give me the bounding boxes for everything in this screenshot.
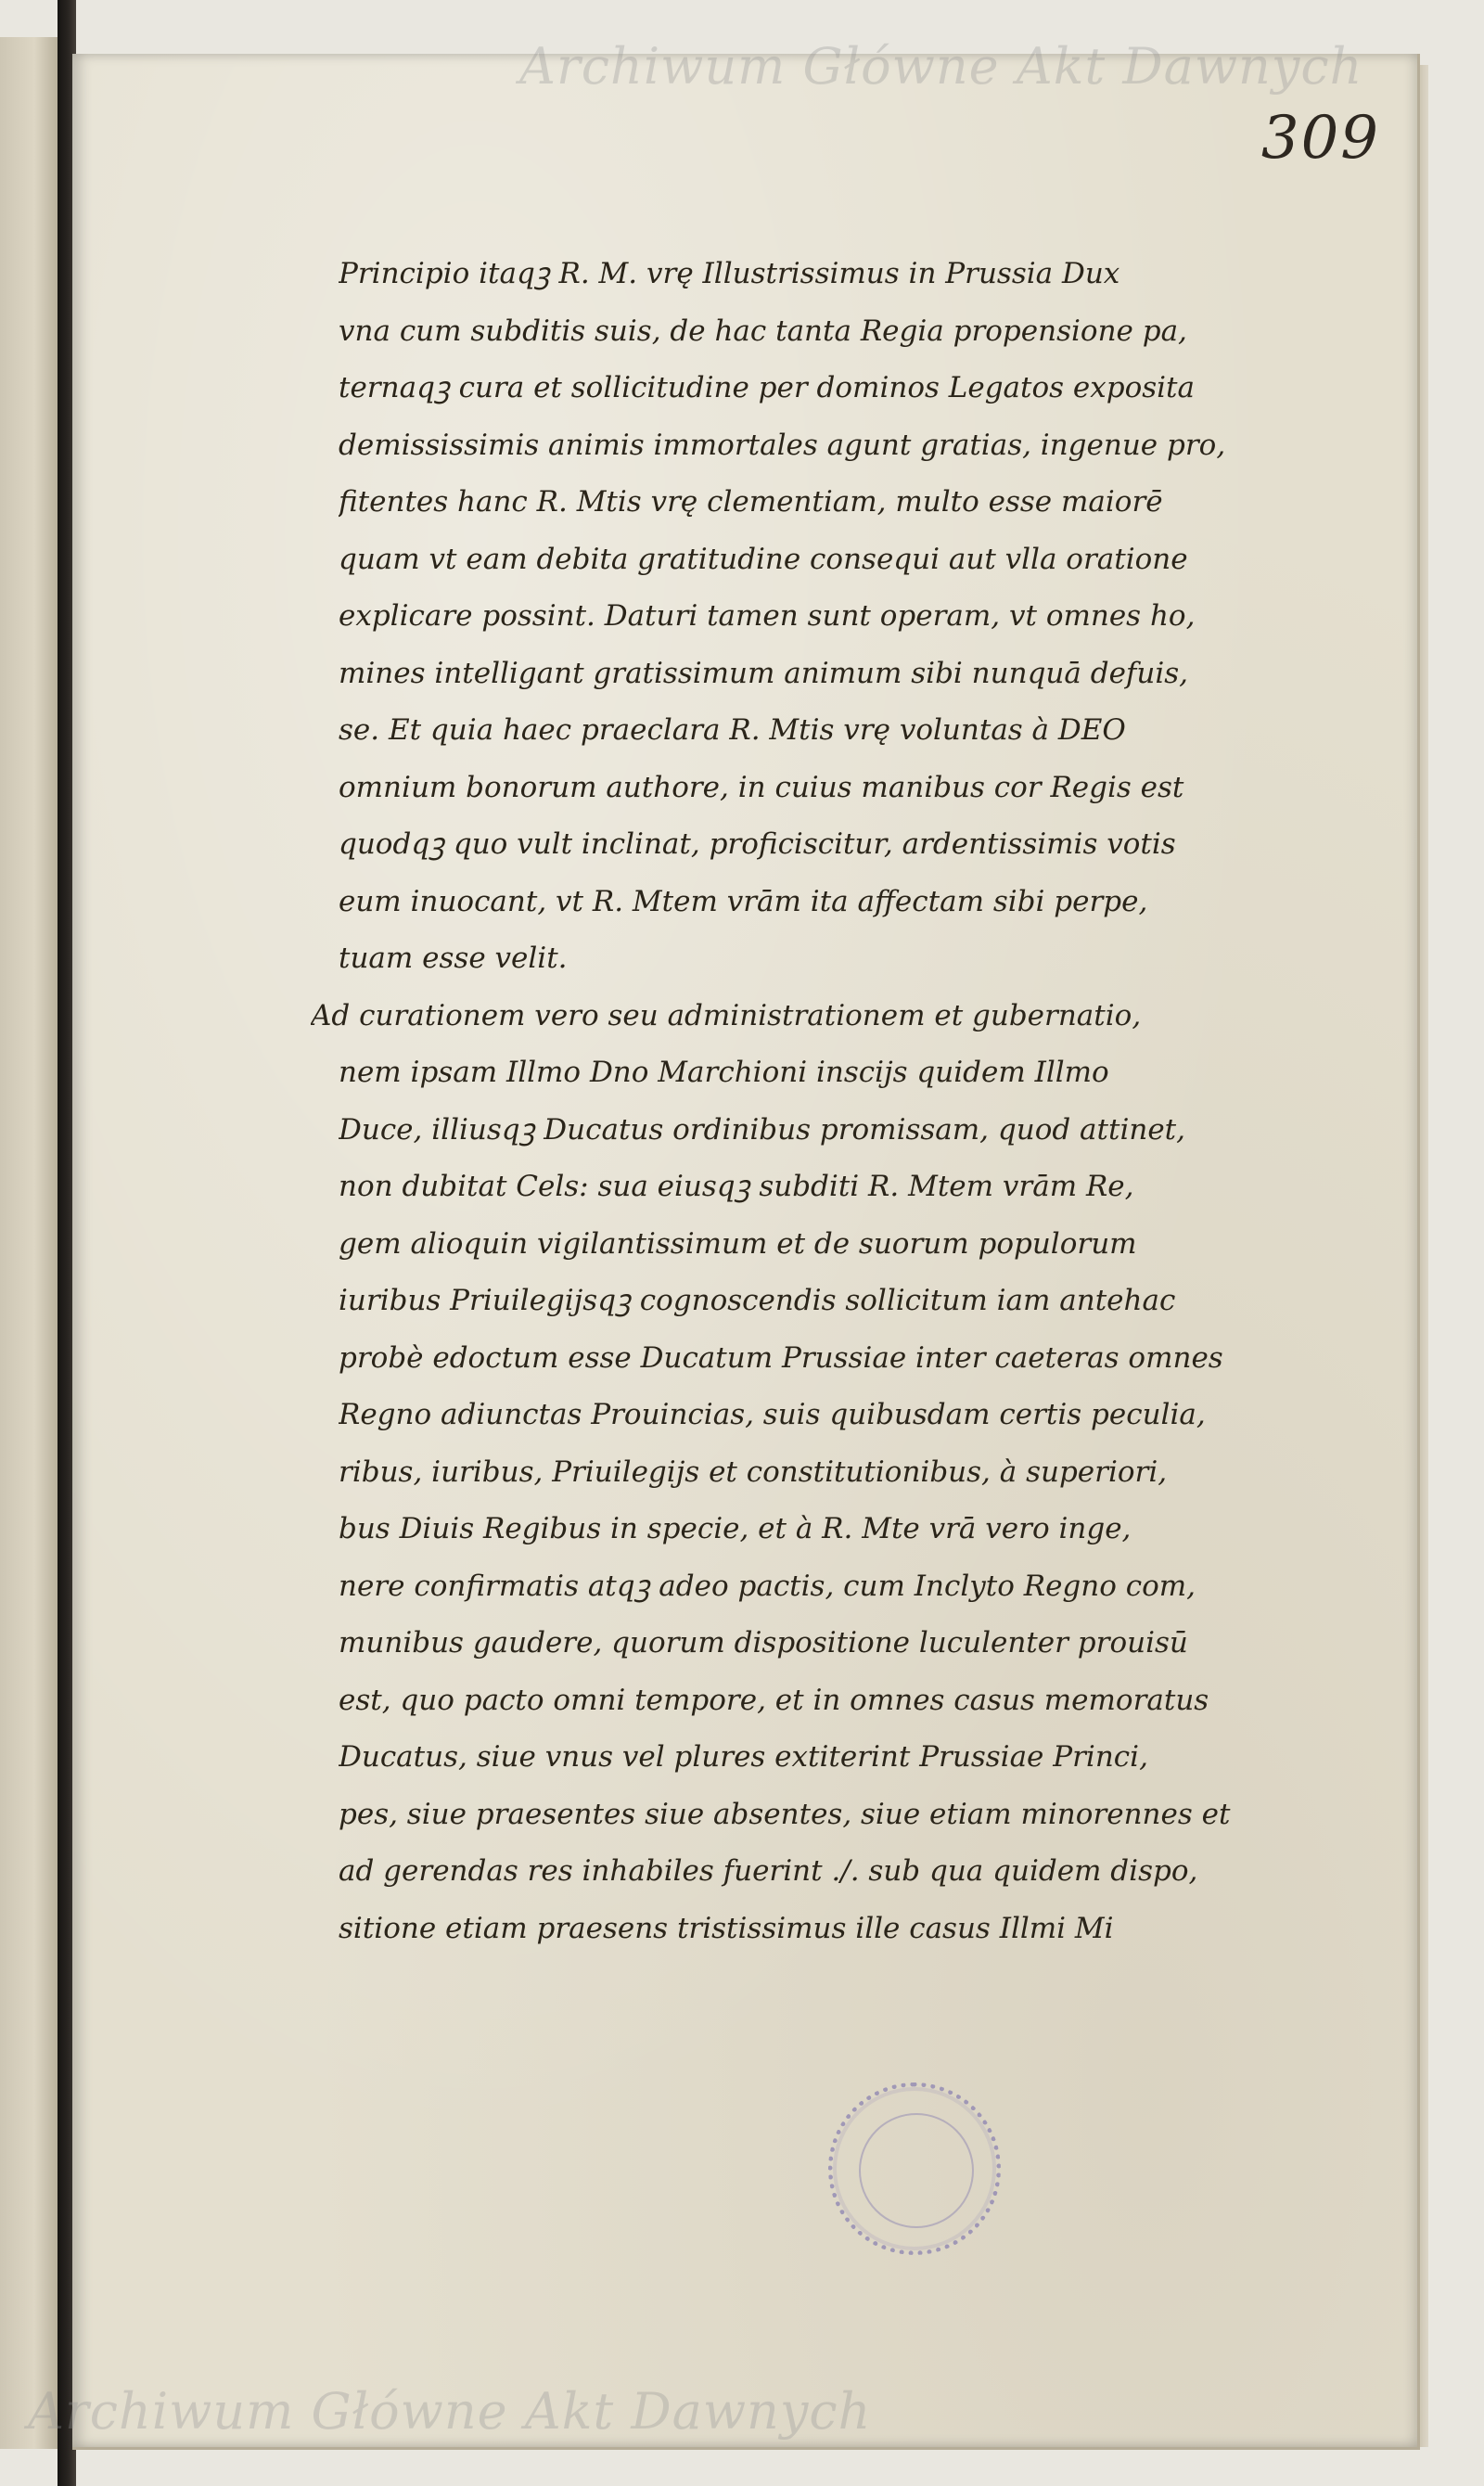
manuscript-line: vna cum subditis suis, de hac tanta Regia propensione pa, xyxy=(339,314,1187,348)
manuscript-line: Regno adiunctas Prouincias, suis quibusdam certis peculia, xyxy=(339,1398,1206,1431)
manuscript-line: tuam esse velit. xyxy=(339,942,568,975)
manuscript-line: pes, siue praesentes siue absentes, siue etiam minorennes et xyxy=(339,1797,1231,1831)
manuscript-line: gem alioquin vigilantissimum et de suorum populorum xyxy=(339,1226,1137,1261)
manuscript-line: bus Diuis Regibus in specie, et à R. Mte vrā vero inge, xyxy=(339,1512,1132,1545)
manuscript-line: nere confirmatis atqꝫ adeo pactis, cum Inclyto Regno com, xyxy=(339,1569,1196,1603)
manuscript-line: omnium bonorum authore, in cuius manibus cor Regis est xyxy=(339,770,1184,804)
manuscript-line: Ad curationem vero seu administrationem et gubernatio, xyxy=(311,998,1142,1032)
manuscript-line: ternaqꝫ cura et sollicitudine per dominos Legatos exposita xyxy=(339,371,1195,404)
manuscript-line: munibus gaudere, quorum dispositione luculenter prouisū xyxy=(339,1626,1188,1659)
manuscript-line: iuribus Priuilegijsqꝫ cognoscendis sollicitum iam antehac xyxy=(339,1284,1176,1317)
archive-stamp-inner-ring xyxy=(859,2113,974,2228)
manuscript-line: quam vt eam debita gratitudine consequi aut vlla oratione xyxy=(339,542,1188,576)
manuscript-line: Principio itaqꝫ R. M. vrę Illustrissimus in Prussia Dux xyxy=(339,257,1120,290)
manuscript-line: Ducatus, siue vnus vel plures extiterint Prussiae Princi, xyxy=(339,1740,1148,1774)
manuscript-line: non dubitat Cels: sua eiusqꝫ subditi R. Mtem vrām Re, xyxy=(339,1170,1134,1203)
manuscript-line: eum inuocant, vt R. Mtem vrām ita affectam sibi perpe, xyxy=(339,884,1148,918)
manuscript-line: est, quo pacto omni tempore, et in omnes casus memoratus xyxy=(339,1683,1209,1717)
facing-page-edge xyxy=(0,37,59,2449)
manuscript-line: Duce, illiusqꝫ Ducatus ordinibus promissam, quod attinet, xyxy=(339,1112,1185,1147)
manuscript-line: ribus, iuribus, Priuilegijs et constitutionibus, à superiori, xyxy=(339,1454,1168,1489)
archive-watermark-bottom: Archiwum Główne Akt Dawnych xyxy=(28,2382,872,2441)
archive-stamp xyxy=(828,2082,1001,2255)
manuscript-line: nem ipsam Illmo Dno Marchioni inscijs quidem Illmo xyxy=(339,1056,1109,1089)
manuscript-line: fitentes hanc R. Mtis vrę clementiam, multo esse maiorē xyxy=(339,485,1163,519)
manuscript-line: explicare possint. Daturi tamen sunt operam, vt omnes ho, xyxy=(339,599,1196,633)
manuscript-text xyxy=(311,246,1312,1957)
manuscript-line: probè edoctum esse Ducatum Prussiae inter caeteras omnes xyxy=(339,1340,1223,1375)
manuscript-line: mines intelligant gratissimum animum sibi nunquā defuis, xyxy=(339,656,1189,690)
manuscript-line: sitione etiam praesens tristissimus ille casus Illmi Mi xyxy=(339,1911,1114,1945)
manuscript-line: quodqꝫ quo vult inclinat, proficiscitur, ardentissimis votis xyxy=(339,827,1176,861)
manuscript-line: se. Et quia haec praeclara R. Mtis vrę voluntas à DEO xyxy=(339,713,1126,747)
archive-watermark-top: Archiwum Główne Akt Dawnych xyxy=(519,37,1363,96)
folio-number: 309 xyxy=(1260,104,1380,173)
manuscript-line: demississimis animis immortales agunt gratias, ingenue pro, xyxy=(339,428,1226,462)
manuscript-line: ad gerendas res inhabiles fuerint ./. sub qua quidem dispo, xyxy=(339,1854,1198,1888)
